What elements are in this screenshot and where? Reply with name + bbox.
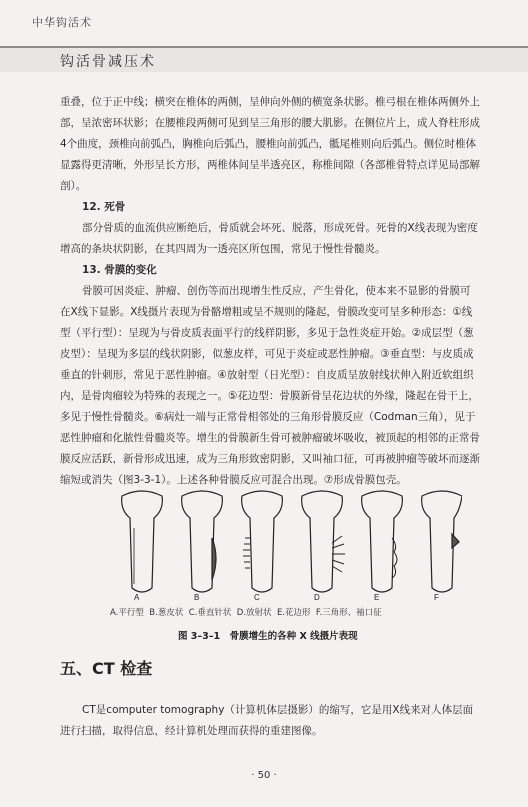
- label-letter-d: D: [314, 593, 320, 602]
- chapter-title: 钩活骨减压术: [60, 54, 156, 70]
- section-heading-12: 12. 死骨: [82, 201, 126, 213]
- body-text: [60, 92, 480, 491]
- book-series-title: 中华钩活术: [32, 16, 92, 29]
- paragraph-dead-bone: 部分骨质的血流供应断绝后，骨质就会坏死、脱落，形成死骨。死骨的X线表现为密度增高的条块状阴影，在其四周为一透亮区所包围，常见于慢性骨髓炎。: [60, 222, 478, 255]
- subfigure-label-a: A.平行型: [110, 608, 144, 618]
- label-letter-e: E: [374, 593, 380, 602]
- figure-subfigure-labels: [110, 606, 462, 618]
- label-letter-f: F: [434, 593, 439, 602]
- figure-caption: 图 3–3–1 骨膜增生的各种 X 线摄片表现: [178, 631, 358, 642]
- bone-d-radial: [302, 491, 345, 592]
- section-heading-ct: 五、CT 检查: [60, 659, 153, 678]
- subfigure-label-c: C.垂直针状: [188, 608, 232, 618]
- label-letter-a: A: [134, 593, 140, 602]
- subfigure-label-b: B.葱皮状: [149, 608, 184, 618]
- label-letter-b: B: [194, 593, 200, 602]
- periosteal-reaction-figure: [110, 488, 462, 642]
- bone-b-onion: [182, 491, 223, 592]
- subfigure-label-d: D.放射状: [236, 608, 272, 618]
- section-heading-13: 13. 骨膜的变化: [82, 264, 157, 276]
- paragraph-spine: 重叠，位于正中线；横突在椎体的两侧，呈伸向外侧的横宽条状影。椎弓根在椎体两侧外上部，呈浓密环状影；在腰椎段两侧可见到呈三角形的腰大肌影。在侧位片上，成人脊柱形成4个曲度，颈椎向前弧凸，胸椎向后弧凸，腰椎向前弧凸，骶尾椎则向后弧凸。侧位时椎体显露得更清晰，外形呈长方形，两椎体间呈半透亮区，称椎间隙（各部椎骨特点详见局部解剖）。: [60, 96, 480, 192]
- bone-c-vertical: [242, 491, 283, 592]
- paragraph-ct: CT是computer tomography（计算机体层摄影）的缩写，它是用X线来对人体层面进行扫描，取得信息，经计算机处理而获得的重建图像。: [60, 704, 474, 737]
- subfigure-label-e: E.花边形: [276, 608, 311, 618]
- label-letter-c: C: [254, 593, 260, 602]
- bone-e-lace: [362, 491, 403, 592]
- bone-a-parallel: [122, 491, 163, 592]
- page-number: · 50 ·: [251, 770, 277, 781]
- subfigure-label-f: F.三角形、袖口征: [315, 608, 382, 618]
- paragraph-periosteum: 骨膜可因炎症、肿瘤、创伤等而出现增生性反应，产生骨化，使本来不显影的骨膜可在X线下显影。X线摄片表现为骨骼增粗或呈不规则的隆起，骨膜改变可呈多种形态：①线型（平行型）：呈现为与骨皮质表面平行的线样阴影，多见于急性炎症开始。②成层型（葱皮型）：呈现为多层的线状阴影，似葱皮样，可见于炎症或恶性肿瘤。③垂直型：与皮质成垂直的针刺形，常见于恶性肿瘤。④放射型（日光型）：自皮质呈放射线状伸入附近软组织内，是骨肉瘤较为特殊的表现之一。⑤花边型：骨膜新骨呈花边状的外缘，隆起在骨干上，多见于慢性骨髓炎。⑥病灶一端与正常骨相邻处的三角形骨膜反应（Codman三角），见于恶性肿瘤和化脓性骨髓炎等。增生的骨膜新生骨可被肿瘤破坏吸收，被顶起的相邻的正常骨膜反应活跃，新骨形成迅速，成为三角形致密阴影，又叫袖口征，可再被肿瘤等破坏而逐渐缩短或消失（图3-3-1）。上述各种骨膜反应可混合出现。⑦形成骨膜包壳。: [60, 285, 480, 486]
- bone-f-codman: [422, 491, 462, 592]
- bone-illustrations: [110, 488, 462, 606]
